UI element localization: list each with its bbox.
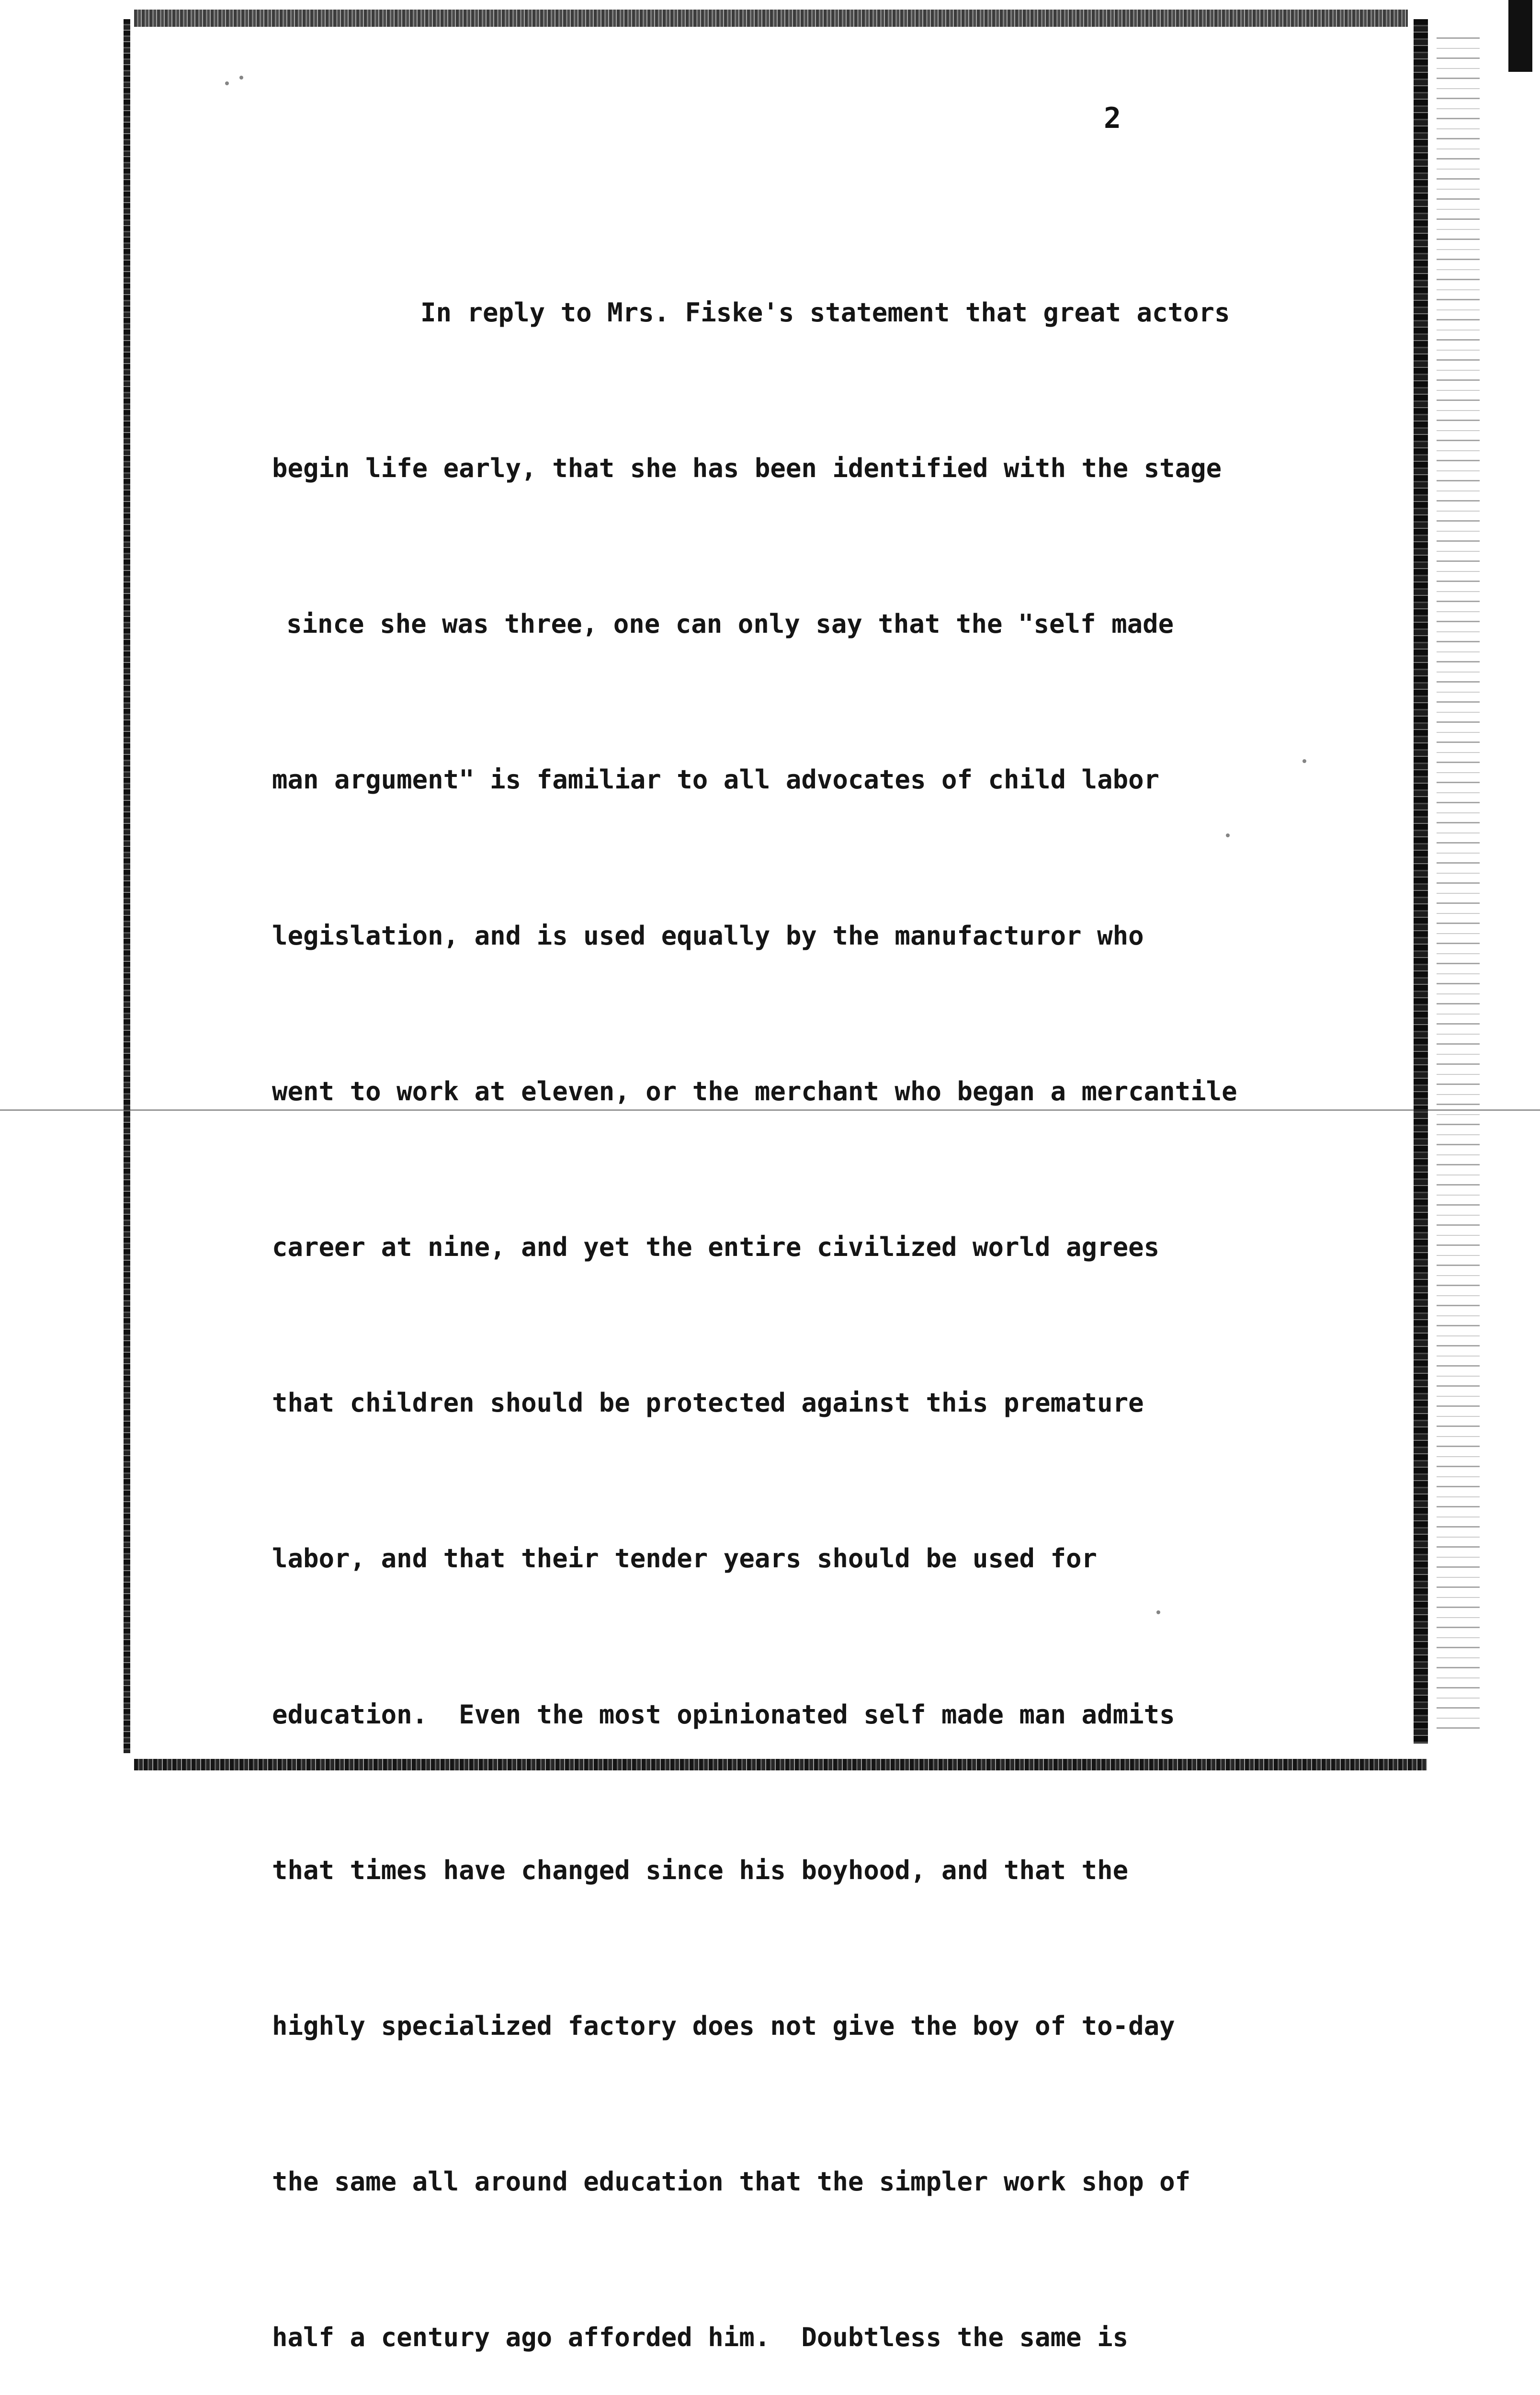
- text-line: that children should be protected against this premature: [272, 1388, 1144, 1418]
- text-line: begin life early, that she has been identified with the stage: [272, 453, 1222, 484]
- text-line: man argument" is familiar to all advocates of child labor: [272, 764, 1160, 795]
- text-line: since she was three, one can only say that the "self made: [286, 609, 1174, 639]
- text-line: legislation, and is used equally by the manufacturor who: [272, 920, 1144, 951]
- scan-speck: [1302, 759, 1306, 763]
- page-number: 2: [1104, 102, 1121, 135]
- scan-edge-top: [134, 10, 1408, 27]
- text-line: highly specialized factory does not give the boy of to-day: [272, 2011, 1175, 2041]
- text-line: labor, and that their tender years should be used for: [272, 1543, 1098, 1574]
- typed-letter-body: [272, 183, 1253, 2395]
- text-line: the same all around education that the simpler work shop of: [272, 2167, 1191, 2197]
- scan-speck: [225, 81, 229, 85]
- scan-speck: [239, 76, 243, 80]
- text-line: education. Even the most opinionated self made man admits: [272, 1699, 1175, 1730]
- text-line: that times have changed since his boyhood, and that the: [272, 1855, 1129, 1885]
- scan-edge-left: [124, 19, 130, 1753]
- text-line: went to work at eleven, or the merchant who began a mercantile: [272, 1076, 1237, 1106]
- text-line: In reply to Mrs. Fiske's statement that great actors: [420, 297, 1230, 328]
- scan-edge-right-shadow: [1437, 29, 1480, 1734]
- scan-edge-right: [1414, 19, 1428, 1744]
- text-line: half a century ago afforded him. Doubtless the same is: [272, 2322, 1129, 2353]
- scan-corner-strip: [1508, 0, 1532, 72]
- text-line: career at nine, and yet the entire civilized world agrees: [272, 1232, 1160, 1263]
